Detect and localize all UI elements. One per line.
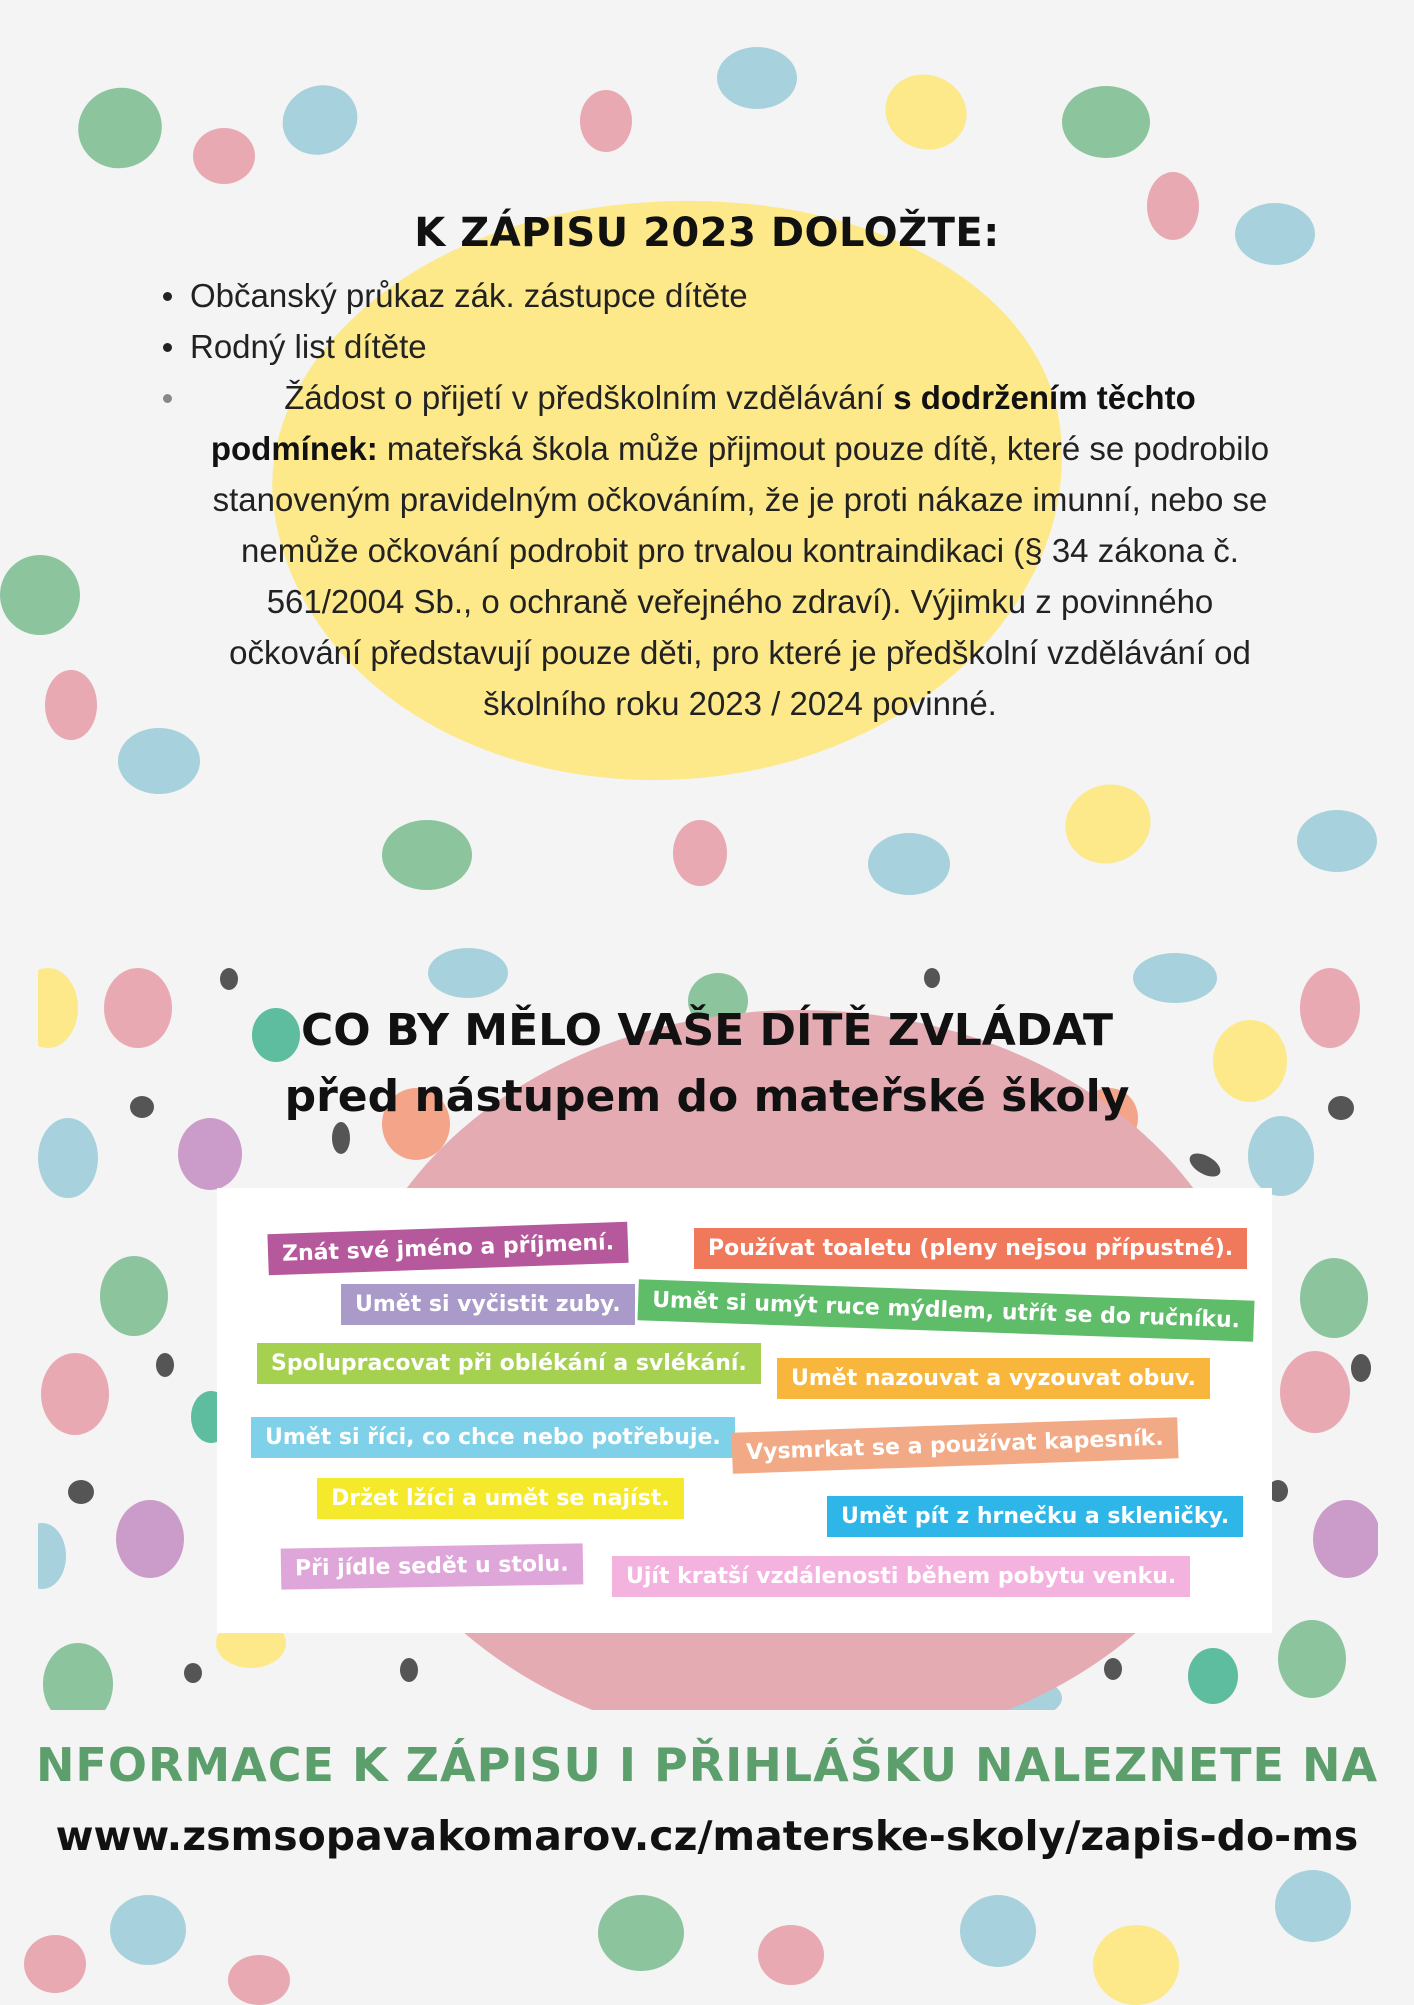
skill-tag: Umět si říci, co chce nebo potřebuje. [251, 1417, 735, 1458]
decor-blob [38, 1523, 66, 1589]
decor-dot [68, 1480, 94, 1504]
skill-tag: Držet lžíci a umět se najíst. [317, 1478, 684, 1519]
decor-blob [45, 670, 97, 740]
skill-tag: Používat toaletu (pleny nejsou přípustné). [694, 1228, 1247, 1269]
decor-blob [116, 1500, 184, 1578]
decor-blob [228, 1955, 290, 2005]
decor-dot [184, 1663, 202, 1683]
list-item [160, 372, 1290, 729]
skills-title-line2: před nástupem do mateřské školy [284, 1071, 1130, 1122]
skill-tag: Spolupracovat při oblékání a svlékání. [257, 1343, 761, 1384]
decor-dot [220, 968, 238, 990]
decor-blob [1280, 1351, 1350, 1433]
documents-list [160, 270, 1290, 729]
decor-blob [1133, 953, 1217, 1003]
application-text: Žádost o přijetí v předškolním vzdělávání [284, 379, 894, 416]
decor-blob [24, 1935, 86, 1993]
skill-tag: Znát své jméno a příjmení. [267, 1222, 628, 1276]
skill-tag: Umět si vyčistit zuby. [341, 1284, 635, 1325]
decor-blob [100, 1256, 168, 1336]
skills-title [0, 998, 1414, 1130]
application-conditions-text: mateřská škola může přijmout pouze dítě, které se podrobilo stanoveným pravidelným očkováním, že je proti nákaze imunní, nebo se nemůže očkování podrobit pro trvalou kontraindikaci (§ 34 zákona č. 561/2004 Sb., o ochraně veřejného zdraví). Výjimku z povinného očkování představují pouze děti, pro které je předškolní vzdělávání od školního roku 2023 / 2024 povinné. [212, 430, 1270, 722]
decor-blob [1188, 1648, 1238, 1704]
info-heading: NFORMACE K ZÁPISU I PŘIHLÁŠKU NALEZNETE NA [35, 1738, 1379, 1792]
decor-blob [1093, 1925, 1179, 2005]
decor-dot [400, 1658, 418, 1682]
documents-title: K ZÁPISU 2023 DOLOŽTE: [414, 210, 1000, 256]
decor-blob [0, 555, 80, 635]
skill-tag: Ujít kratší vzdálenosti během pobytu venku. [612, 1556, 1190, 1597]
decor-blob [758, 1925, 824, 1985]
decor-dot [156, 1353, 174, 1377]
decor-blob [67, 76, 173, 180]
decor-blob [1275, 1870, 1351, 1942]
decor-blob [960, 1895, 1036, 1967]
skill-tag: Umět si umýt ruce mýdlem, utřít se do ručníku. [637, 1279, 1254, 1341]
decor-blob [41, 1353, 109, 1435]
application-conditions-heading: s dodržením těchto podmínek: [210, 379, 1196, 467]
decor-dot [1104, 1658, 1122, 1680]
skill-tag: Vysmrkat se a používat kapesník. [731, 1417, 1178, 1474]
decor-dot [1186, 1149, 1224, 1182]
decor-blob [38, 1118, 98, 1198]
decor-blob [1278, 1620, 1346, 1698]
decor-blob [428, 948, 508, 998]
decor-blob [717, 47, 797, 109]
skill-tag: Umět nazouvat a vyzouvat obuv. [777, 1358, 1210, 1399]
decor-blob [875, 63, 977, 161]
decor-blob [1062, 86, 1150, 158]
list-item: Rodný list dítěte [160, 321, 1290, 372]
decor-blob [43, 1643, 113, 1710]
skills-card [217, 1188, 1272, 1633]
decor-dot [1351, 1354, 1371, 1382]
skill-tag: Umět pít z hrnečku a skleničky. [827, 1496, 1243, 1537]
decor-blob [193, 128, 255, 184]
decor-blob [580, 90, 632, 152]
website-link[interactable]: www.zsmsopavakomarov.cz/materske-skoly/zapis-do-ms [55, 1812, 1359, 1860]
skills-title-line1: CO BY MĚLO VAŠE DÍTĚ ZVLÁDAT [300, 1005, 1114, 1056]
decor-blob [1300, 1258, 1368, 1338]
decor-dot [924, 968, 940, 988]
decor-blob [598, 1895, 684, 1971]
decor-blob [1313, 1500, 1378, 1578]
skill-tag: Při jídle sedět u stolu. [281, 1543, 583, 1589]
list-item: Občanský průkaz zák. zástupce dítěte [160, 270, 1290, 321]
decor-blob [271, 73, 369, 167]
decor-blob [110, 1895, 186, 1965]
